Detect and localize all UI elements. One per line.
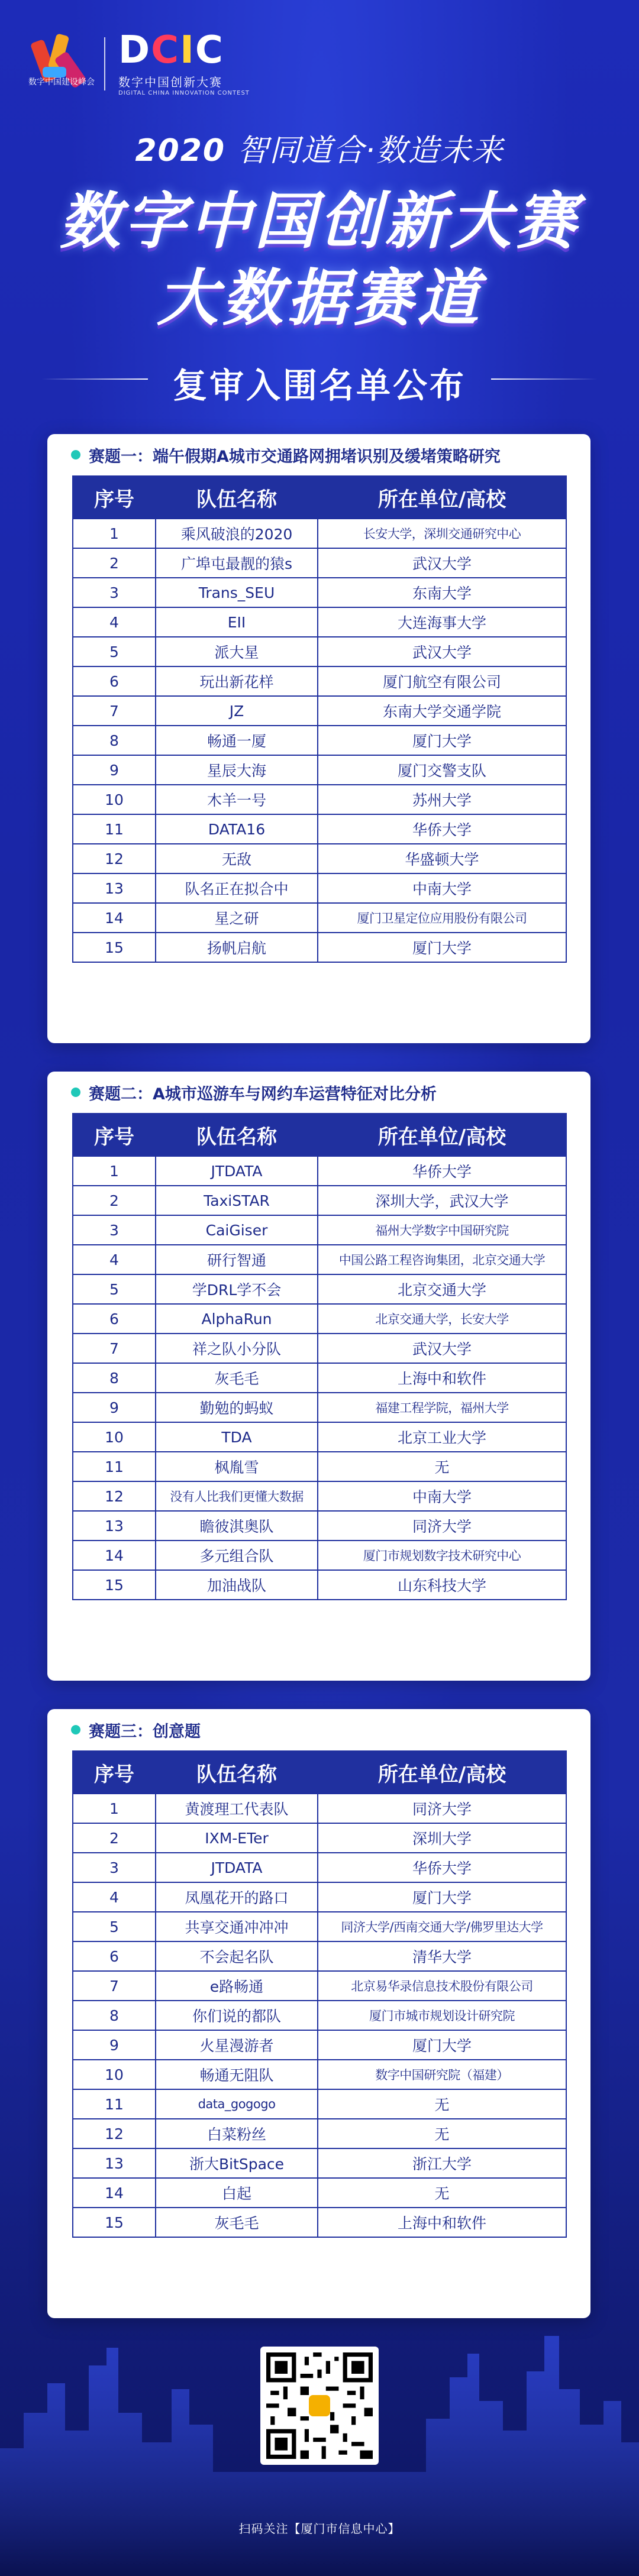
table-row	[73, 519, 566, 548]
cell-organization: 无	[318, 2178, 566, 2208]
cell-index: 9	[73, 755, 156, 785]
section-title: 赛题三：创意题	[89, 1722, 201, 1741]
cell-index: 12	[73, 2119, 156, 2148]
table-row	[73, 1971, 566, 2001]
table-row	[73, 2060, 566, 2089]
cell-team-name: 木羊一号	[156, 785, 318, 814]
cell-index: 3	[73, 1215, 156, 1245]
cell-team-name: 枫胤雪	[156, 1452, 318, 1481]
table-row	[73, 637, 566, 666]
col-header-org: 所在单位/高校	[318, 1751, 566, 1794]
table-row	[73, 1156, 566, 1186]
dcic-en-name: DIGITAL CHINA INNOVATION CONTEST	[118, 90, 250, 96]
cell-organization: 厦门大学	[318, 1882, 566, 1912]
cell-team-name: 勤勉的蚂蚁	[156, 1393, 318, 1422]
cell-team-name: AlphaRun	[156, 1304, 318, 1334]
cell-team-name: 不会起名队	[156, 1941, 318, 1971]
cell-index: 1	[73, 1794, 156, 1823]
table-row	[73, 2178, 566, 2208]
cell-index: 5	[73, 1274, 156, 1304]
cell-organization: 福建工程学院，福州大学	[318, 1393, 566, 1422]
bullet-dot-icon	[71, 450, 80, 459]
cell-team-name: JZ	[156, 696, 318, 726]
cell-index: 8	[73, 1363, 156, 1393]
cell-organization: 福州大学数字中国研究院	[318, 1215, 566, 1245]
cell-organization: 厦门航空有限公司	[318, 666, 566, 696]
table-row	[73, 1882, 566, 1912]
cell-team-name: 没有人比我们更懂大数据	[156, 1481, 318, 1511]
cell-organization: 山东科技大学	[318, 1570, 566, 1600]
section-card-3	[47, 1709, 590, 2318]
cell-index: 11	[73, 2089, 156, 2119]
cell-organization: 华侨大学	[318, 1156, 566, 1186]
table-row	[73, 696, 566, 726]
section-title: 赛题一：端午假期A城市交通路网拥堵识别及缓堵策略研究	[89, 447, 501, 466]
cell-organization: 长安大学，深圳交通研究中心	[318, 519, 566, 548]
cell-index: 7	[73, 1971, 156, 2001]
cell-index: 7	[73, 696, 156, 726]
cell-index: 15	[73, 1570, 156, 1600]
cell-organization: 武汉大学	[318, 548, 566, 578]
cell-team-name: 浙大BitSpace	[156, 2148, 318, 2178]
cell-organization: 华盛顿大学	[318, 844, 566, 873]
cell-organization: 清华大学	[318, 1941, 566, 1971]
cell-team-name: 你们说的都队	[156, 2001, 318, 2030]
table-row	[73, 2208, 566, 2237]
cell-team-name: 灰毛毛	[156, 2208, 318, 2237]
cell-index: 9	[73, 1393, 156, 1422]
cell-index: 1	[73, 519, 156, 548]
cell-team-name: 星辰大海	[156, 755, 318, 785]
cell-team-name: 广埠屯最靓的猿s	[156, 548, 318, 578]
cell-team-name: Trans_SEU	[156, 578, 318, 607]
col-header-team: 队伍名称	[156, 1114, 318, 1156]
cell-team-name: 加油战队	[156, 1570, 318, 1600]
table-row	[73, 1363, 566, 1393]
cell-team-name: 白菜粉丝	[156, 2119, 318, 2148]
table-row	[73, 2089, 566, 2119]
results-table	[72, 1750, 567, 2238]
table-row	[73, 1794, 566, 1823]
results-table	[72, 1113, 567, 1600]
table-row	[73, 1853, 566, 1882]
col-header-index: 序号	[73, 1114, 156, 1156]
cell-index: 2	[73, 1186, 156, 1215]
section-header	[47, 1709, 590, 1750]
cell-index: 9	[73, 2030, 156, 2060]
slogan-year: 2020	[135, 133, 226, 169]
cell-organization: 上海中和软件	[318, 2208, 566, 2237]
cell-index: 11	[73, 1452, 156, 1481]
cell-organization: 华侨大学	[318, 1853, 566, 1882]
qr-code-icon	[266, 2352, 373, 2459]
table-row	[73, 1511, 566, 1541]
cell-team-name: e路畅通	[156, 1971, 318, 2001]
bullet-dot-icon	[71, 1725, 80, 1734]
cell-organization: 浙江大学	[318, 2148, 566, 2178]
table-row	[73, 1452, 566, 1481]
cell-team-name: IXM-ETer	[156, 1823, 318, 1853]
cell-team-name: 祥之队小分队	[156, 1334, 318, 1363]
section-title: 赛题二：A城市巡游车与网约车运营特征对比分析	[89, 1085, 437, 1103]
logo-divider	[104, 37, 105, 90]
cell-organization: 北京工业大学	[318, 1422, 566, 1452]
cell-index: 6	[73, 666, 156, 696]
cell-team-name: 研行智通	[156, 1245, 318, 1274]
cell-index: 11	[73, 814, 156, 844]
results-table	[72, 475, 567, 963]
cell-team-name: TaxiSTAR	[156, 1186, 318, 1215]
cell-index: 10	[73, 2060, 156, 2089]
track-title: 大数据赛道	[156, 262, 482, 334]
cell-index: 7	[73, 1334, 156, 1363]
cell-organization: 同济大学	[318, 1794, 566, 1823]
cell-index: 14	[73, 1541, 156, 1570]
table-row	[73, 1334, 566, 1363]
table-row	[73, 726, 566, 755]
cell-organization: 华侨大学	[318, 814, 566, 844]
slogan	[0, 125, 639, 170]
section-header	[47, 1072, 590, 1113]
section-card-1	[47, 434, 590, 1043]
bullet-dot-icon	[71, 1088, 80, 1097]
cell-team-name: data_gogogo	[156, 2089, 318, 2119]
table-row	[73, 2030, 566, 2060]
table-row	[73, 1422, 566, 1452]
cell-organization: 无	[318, 2089, 566, 2119]
table-row	[73, 903, 566, 933]
cell-organization: 厦门市城市规划设计研究院	[318, 2001, 566, 2030]
table-row	[73, 844, 566, 873]
cell-index: 4	[73, 1882, 156, 1912]
cell-team-name: 瞻彼淇奥队	[156, 1511, 318, 1541]
cell-index: 12	[73, 844, 156, 873]
cell-index: 2	[73, 548, 156, 578]
cell-organization: 苏州大学	[318, 785, 566, 814]
cell-team-name: JTDATA	[156, 1853, 318, 1882]
cell-team-name: 共享交通冲冲冲	[156, 1912, 318, 1941]
cell-team-name: 畅通无阻队	[156, 2060, 318, 2089]
cell-index: 14	[73, 903, 156, 933]
cell-index: 6	[73, 1304, 156, 1334]
cell-index: 8	[73, 2001, 156, 2030]
cell-organization: 武汉大学	[318, 637, 566, 666]
table-row	[73, 814, 566, 844]
cell-organization: 深圳大学	[318, 1823, 566, 1853]
cell-team-name: CaiGiser	[156, 1215, 318, 1245]
table-row	[73, 1274, 566, 1304]
cell-index: 4	[73, 607, 156, 637]
cell-organization: 上海中和软件	[318, 1363, 566, 1393]
cell-organization: 中国公路工程咨询集团，北京交通大学	[318, 1245, 566, 1274]
col-header-team: 队伍名称	[156, 476, 318, 519]
table-row	[73, 666, 566, 696]
subtitle-line-right	[491, 378, 598, 380]
cell-organization: 北京交通大学	[318, 1274, 566, 1304]
cell-team-name: DATA16	[156, 814, 318, 844]
table-row	[73, 755, 566, 785]
cell-team-name: 乘风破浪的2020	[156, 519, 318, 548]
cell-index: 8	[73, 726, 156, 755]
table-row	[73, 1481, 566, 1511]
cell-index: 1	[73, 1156, 156, 1186]
table-row	[73, 785, 566, 814]
cell-organization: 北京交通大学，长安大学	[318, 1304, 566, 1334]
cell-team-name: EII	[156, 607, 318, 637]
cell-organization: 厦门市规划数字技术研究中心	[318, 1541, 566, 1570]
cell-index: 12	[73, 1481, 156, 1511]
cell-team-name: 无敌	[156, 844, 318, 873]
dcic-logo	[118, 28, 250, 96]
cell-index: 10	[73, 1422, 156, 1452]
cell-organization: 中南大学	[318, 873, 566, 903]
cell-team-name: TDA	[156, 1422, 318, 1452]
col-header-org: 所在单位/高校	[318, 476, 566, 519]
qr-caption: 扫码关注【厦门市信息中心】	[238, 2522, 401, 2536]
summit-name: 数字中国建设峰会	[28, 77, 95, 87]
col-header-index: 序号	[73, 1751, 156, 1794]
cell-organization: 厦门交警支队	[318, 755, 566, 785]
cell-team-name: 多元组合队	[156, 1541, 318, 1570]
table-row	[73, 548, 566, 578]
cell-organization: 同济大学/西南交通大学/佛罗里达大学	[318, 1912, 566, 1941]
cell-organization: 武汉大学	[318, 1334, 566, 1363]
dcic-cn-name: 数字中国创新大赛	[118, 75, 222, 89]
table-row	[73, 578, 566, 607]
section-card-2	[47, 1072, 590, 1681]
page-subtitle: 复审入围名单公布	[172, 365, 466, 406]
table-row	[73, 2119, 566, 2148]
cell-team-name: 扬帆启航	[156, 933, 318, 962]
cell-organization: 大连海事大学	[318, 607, 566, 637]
table-row	[73, 1912, 566, 1941]
table-row	[73, 2148, 566, 2178]
cell-team-name: 凤凰花开的路口	[156, 1882, 318, 1912]
cell-organization: 无	[318, 2119, 566, 2148]
cell-team-name: 灰毛毛	[156, 1363, 318, 1393]
cell-organization: 厦门大学	[318, 933, 566, 962]
cell-index: 3	[73, 1853, 156, 1882]
cell-index: 13	[73, 873, 156, 903]
table-row	[73, 873, 566, 903]
cell-team-name: JTDATA	[156, 1156, 318, 1186]
table-row	[73, 1186, 566, 1215]
table-row	[73, 1215, 566, 1245]
table-row	[73, 933, 566, 962]
col-header-org: 所在单位/高校	[318, 1114, 566, 1156]
cell-organization: 同济大学	[318, 1511, 566, 1541]
table-row	[73, 1570, 566, 1600]
cell-index: 5	[73, 1912, 156, 1941]
cell-index: 15	[73, 933, 156, 962]
cell-index: 14	[73, 2178, 156, 2208]
cell-organization: 深圳大学，武汉大学	[318, 1186, 566, 1215]
cell-organization: 厦门大学	[318, 2030, 566, 2060]
cell-organization: 东南大学交通学院	[318, 696, 566, 726]
cell-index: 2	[73, 1823, 156, 1853]
cell-team-name: 玩出新花样	[156, 666, 318, 696]
cell-index: 6	[73, 1941, 156, 1971]
slogan-text: 智同道合·数造未来	[237, 133, 504, 169]
cell-organization: 数字中国研究院（福建）	[318, 2060, 566, 2089]
cell-index: 3	[73, 578, 156, 607]
cell-organization: 厦门大学	[318, 726, 566, 755]
cell-organization: 中南大学	[318, 1481, 566, 1511]
section-header	[47, 434, 590, 475]
qr-code[interactable]	[260, 2347, 379, 2465]
dcic-logo-text: DCIC	[118, 28, 224, 72]
cell-team-name: 黄渡理工代表队	[156, 1794, 318, 1823]
cell-team-name: 学DRL学不会	[156, 1274, 318, 1304]
cell-team-name: 火星漫游者	[156, 2030, 318, 2060]
cell-team-name: 白起	[156, 2178, 318, 2208]
cell-team-name: 星之研	[156, 903, 318, 933]
cell-organization: 东南大学	[318, 578, 566, 607]
cell-index: 5	[73, 637, 156, 666]
col-header-team: 队伍名称	[156, 1751, 318, 1794]
table-row	[73, 1304, 566, 1334]
cell-organization: 厦门卫星定位应用股份有限公司	[318, 903, 566, 933]
table-row	[73, 1245, 566, 1274]
table-row	[73, 607, 566, 637]
col-header-index: 序号	[73, 476, 156, 519]
cell-organization: 北京易华录信息技术股份有限公司	[318, 1971, 566, 2001]
cell-index: 10	[73, 785, 156, 814]
cell-organization: 无	[318, 1452, 566, 1481]
main-title: 数字中国创新大赛	[59, 185, 580, 257]
cell-index: 4	[73, 1245, 156, 1274]
table-row	[73, 1823, 566, 1853]
cell-team-name: 畅通一厦	[156, 726, 318, 755]
cell-index: 13	[73, 1511, 156, 1541]
table-row	[73, 1941, 566, 1971]
header-logos	[31, 28, 250, 99]
table-row	[73, 1393, 566, 1422]
cell-team-name: 派大星	[156, 637, 318, 666]
table-row	[73, 2001, 566, 2030]
cell-index: 13	[73, 2148, 156, 2178]
cell-team-name: 队名正在拟合中	[156, 873, 318, 903]
cell-index: 15	[73, 2208, 156, 2237]
table-row	[73, 1541, 566, 1570]
